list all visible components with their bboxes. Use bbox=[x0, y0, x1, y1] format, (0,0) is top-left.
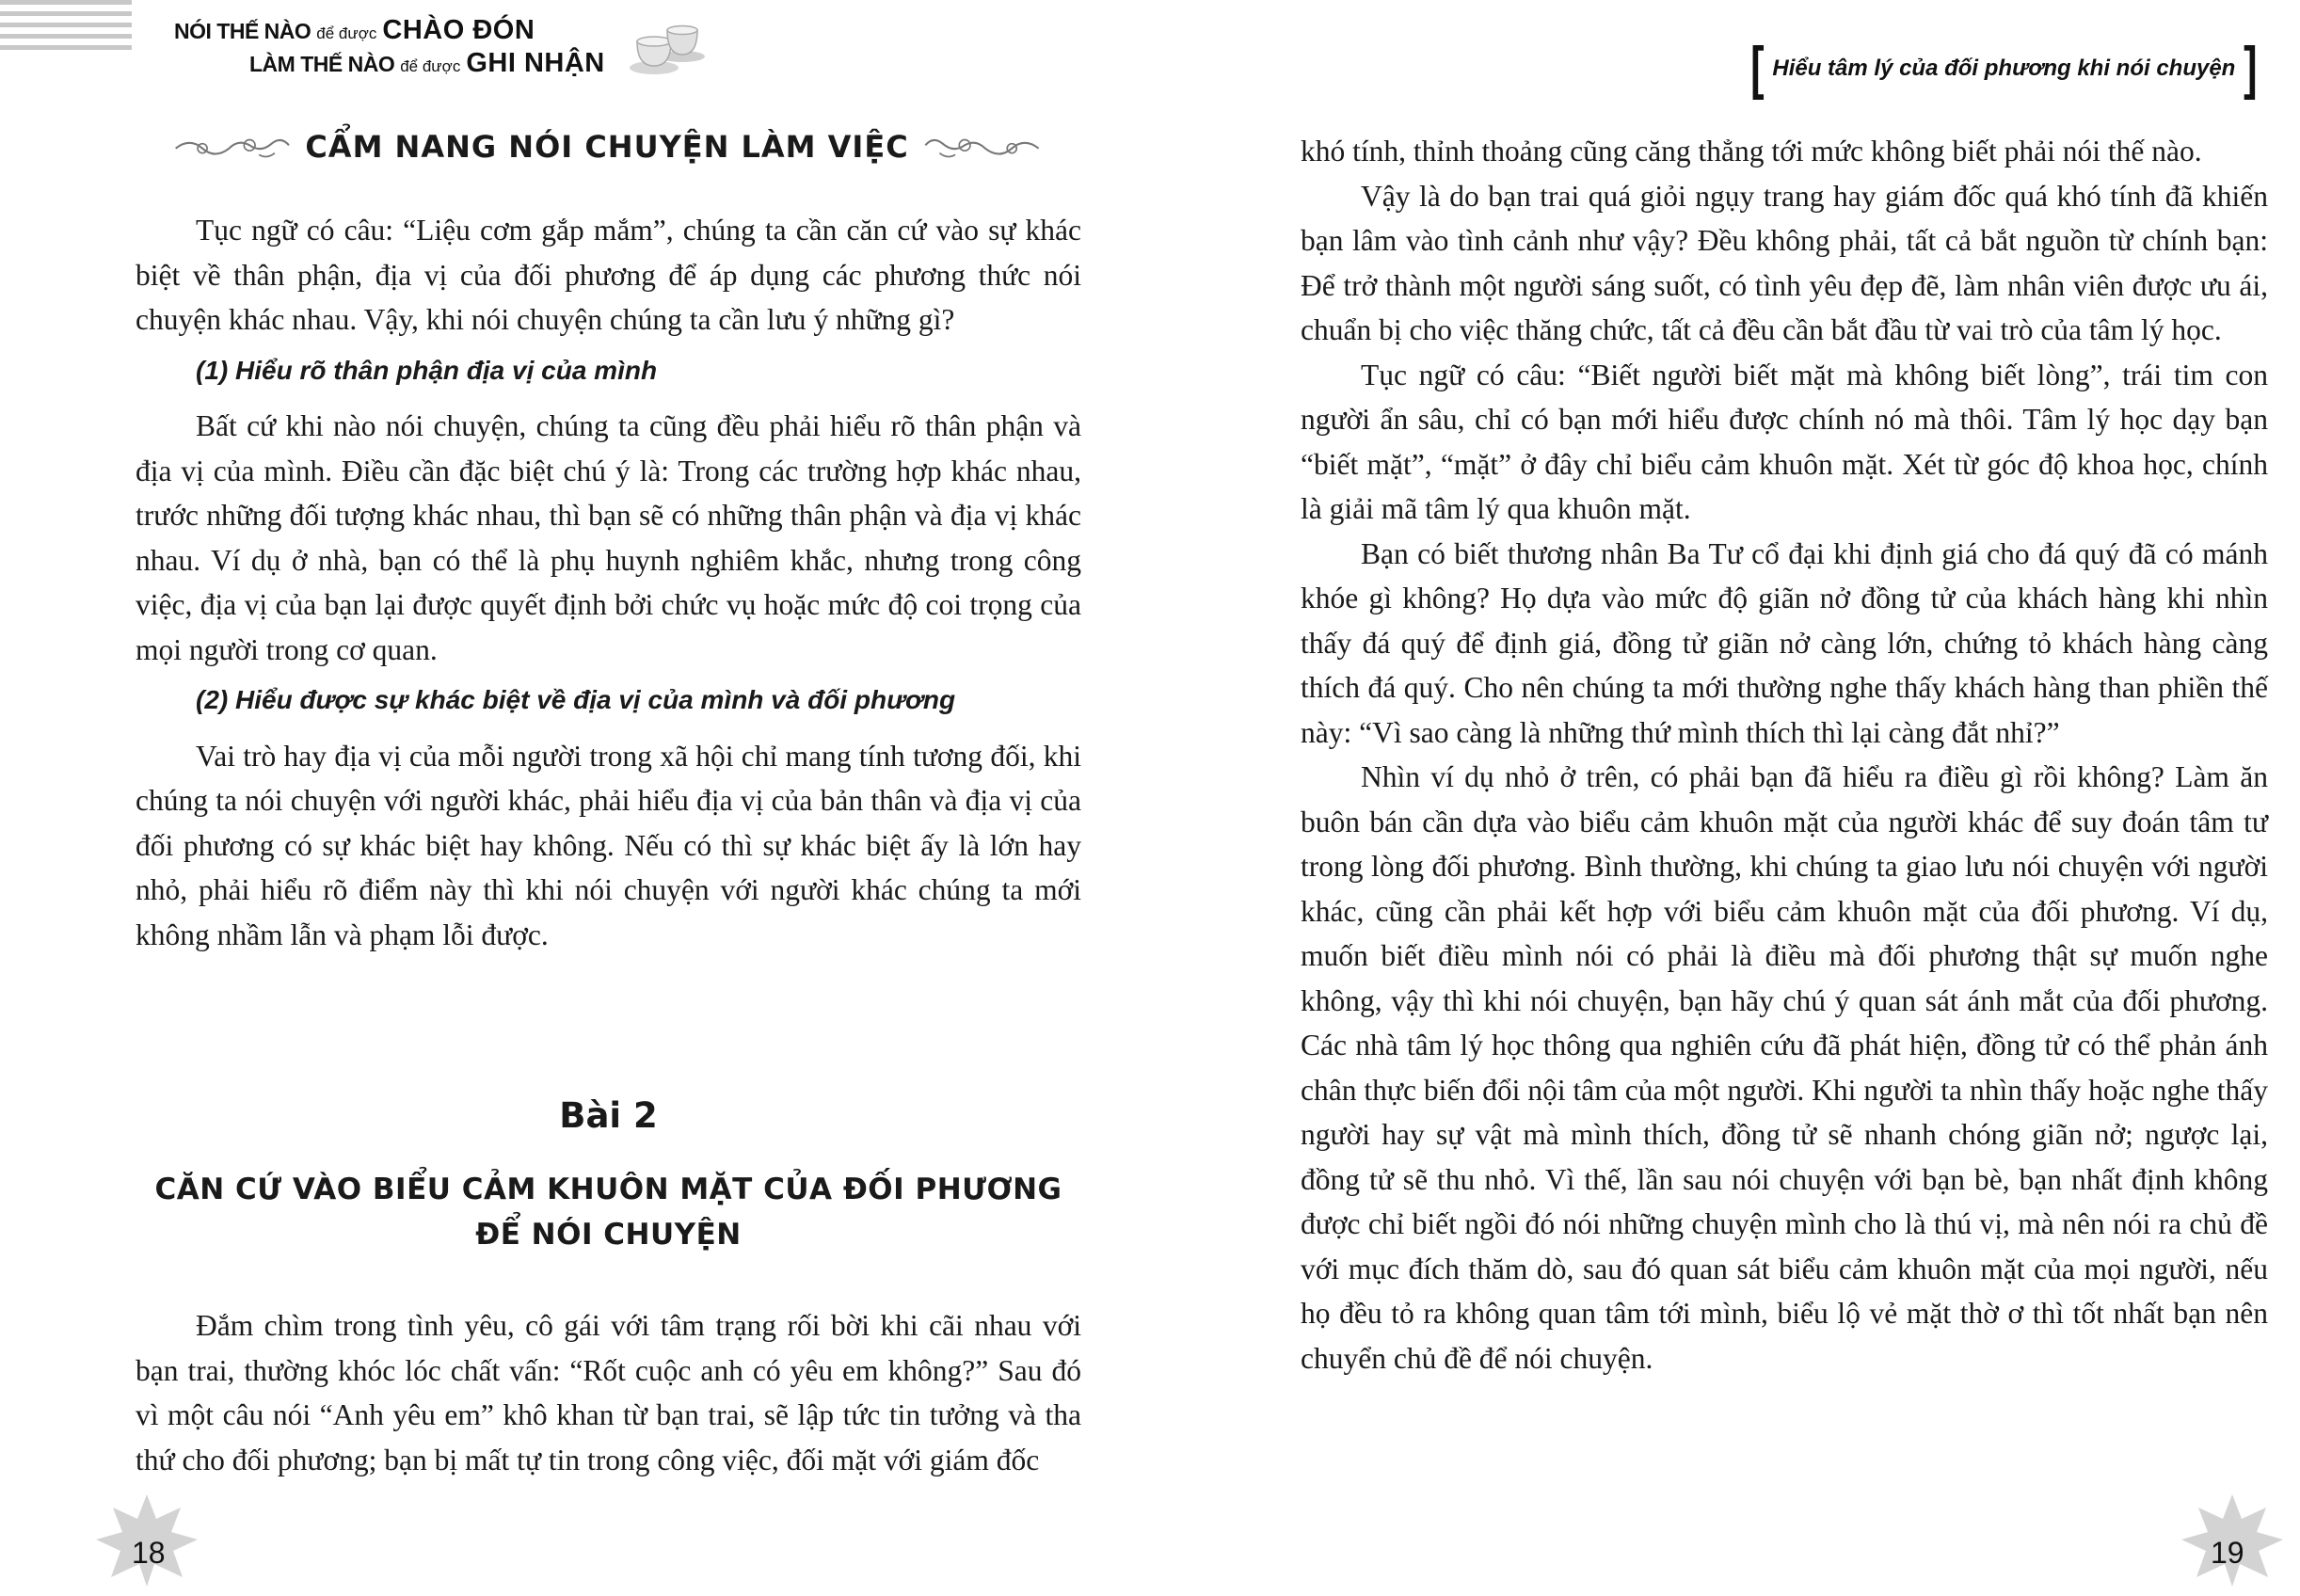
book-title-header bbox=[174, 15, 605, 79]
intro-paragraph: Tục ngữ có câu: “Liệu cơm gắp mắm”, chúng ta cần căn cứ vào sự khác biệt về thân phận, địa vị của đối phương để áp dụng các phương thức nói chuyện khác nhau. Vậy, khi nói chuyện chúng ta cần lưu ý những gì? bbox=[136, 214, 1081, 336]
continued-paragraph: khó tính, thỉnh thoảng cũng căng thẳng tới mức không biết phải nói thế nào. bbox=[1301, 135, 2202, 168]
right-page bbox=[1150, 0, 2300, 1596]
header-line1-big: CHÀO ĐÓN bbox=[382, 15, 535, 45]
header-line1-prefix: NÓI THẾ NÀO bbox=[174, 19, 311, 43]
right-flourish-icon bbox=[922, 128, 1040, 166]
right-paragraph-2: Tục ngữ có câu: “Biết người biết mặt mà không biết lòng”, trái tim con người ẩn sâu, chỉ có bạn mới hiểu được chính nó mà thôi. Tâm lý học dạy bạn “biết mặt”, “mặt” ở đây chỉ biểu cảm khuôn mặt. Xét từ góc độ khoa học, chính là giải mã tâm lý qua khuôn mặt. bbox=[1301, 358, 2268, 525]
page-number-right: 19 bbox=[2211, 1536, 2244, 1570]
tea-cups-icon bbox=[626, 13, 711, 79]
header-line1-small: để được bbox=[316, 24, 377, 42]
open-bracket: [ bbox=[1749, 36, 1765, 101]
left-text-block-1 bbox=[136, 208, 1081, 957]
close-bracket: ] bbox=[2244, 36, 2258, 101]
lesson-title bbox=[136, 1167, 1081, 1257]
paragraph-1: Bất cứ khi nào nói chuyện, chúng ta cũng đều phải hiểu rõ thân phận và địa vị của mình. Điều cần đặc biệt chú ý là: Trong các trường hợp khác nhau, trước những đối tượng khác nhau, thì bạn sẽ có những thân phận và địa vị khác nhau. Ví dụ ở nhà, bạn có thể là phụ huynh nghiêm khắc, nhưng trong công việc, địa vị của bạn lại được quyết định bởi chức vụ hoặc mức độ coi trọng của mọi người trong cơ quan. bbox=[136, 409, 1081, 666]
left-text-block-2 bbox=[136, 1303, 1081, 1482]
section-title bbox=[174, 128, 1040, 166]
header-line2-prefix: LÀM THẾ NÀO bbox=[249, 52, 395, 76]
header-line2-big: GHI NHẬN bbox=[466, 48, 605, 78]
right-text-block bbox=[1301, 129, 2268, 1381]
paragraph-2: Vai trò hay địa vị của mỗi người trong xã hội chỉ mang tính tương đối, khi chúng ta nói chuyện với người khác, phải hiểu địa vị của bản thân và địa vị của đối phương có sự khác biệt hay không. Nếu có thì sự khác biệt ấy là lớn hay nhỏ, phải hiểu rõ điểm này thì khi nói chuyện với người khác chúng ta mới không nhầm lẫn và phạm lỗi được. bbox=[136, 739, 1081, 951]
subheading-1: (1) Hiểu rõ thân phận địa vị của mình bbox=[196, 355, 658, 385]
lesson-title-line2: ĐỂ NÓI CHUYỆN bbox=[475, 1218, 742, 1252]
page-number-left: 18 bbox=[132, 1536, 166, 1570]
right-paragraph-4: Nhìn ví dụ nhỏ ở trên, có phải bạn đã hiểu ra điều gì rồi không? Làm ăn buôn bán cần dựa vào biểu cảm khuôn mặt của người khác để suy đoán tâm tư trong lòng đối phương. Bình thường, khi chúng ta giao lưu nói chuyện với người khác, cũng cần phải kết hợp với biểu cảm khuôn mặt của đối phương. Ví dụ, muốn biết điều mình nói có phải là điều mà đối phương thật sự muốn nghe không, vậy thì khi nói chuyện, bạn hãy chú ý quan sát ánh mắt của đối phương. Các nhà tâm lý học thông qua nghiên cứu đã phát hiện, đồng tử có thể phản ánh chân thực biến đổi nội tâm của một người. Khi người ta nhìn thấy hoặc nghe thấy người hay sự vật mà mình thích, đồng tử sẽ nhanh chóng giãn nở; ngược lại, đồng tử sẽ thu nhỏ. Vì thế, lần sau nói chuyện với bạn bè, bạn nhất định không được chỉ biết ngồi đó nói những chuyện mình cho là thú vị, mà nên nói ra chủ đề với mục đích thăm dò, sau đó quan sát biểu cảm khuôn mặt của mọi người, nếu họ đều tỏ ra không quan tâm tới mình, biểu lộ vẻ mặt thờ ơ thì tốt nhất bạn nên chuyển chủ đề để nói chuyện. bbox=[1301, 760, 2268, 1375]
subheading-2: (2) Hiểu được sự khác biệt về địa vị của mình và đối phương bbox=[196, 685, 956, 714]
right-paragraph-3: Bạn có biết thương nhân Ba Tư cổ đại khi định giá cho đá quý đã có mánh khóe gì không? Họ dựa vào mức độ giãn nở đồng tử của khách hàng khi nhìn thấy đá quý để định giá, đồng tử giãn nở càng lớn, chứng tỏ khách hàng càng thích đá quý. Cho nên chúng ta mới thường nghe thấy khách hàng than phiền thế này: “Vì sao càng là những thứ mình thích thì lại càng đắt nhỉ?” bbox=[1301, 536, 2268, 749]
paragraph-3: Đắm chìm trong tình yêu, cô gái với tâm trạng rối bời khi cãi nhau với bạn trai, thường khóc lóc chất vấn: “Rốt cuộc anh có yêu em không?” Sau đó vì một câu nói “Anh yêu em” khô khan từ bạn trai, sẽ lập tức tin tưởng và tha thứ cho đối phương; bạn bị mất tự tin trong công việc, đối mặt với giám đốc bbox=[136, 1309, 1081, 1476]
chapter-header-text: Hiểu tâm lý của đối phương khi nói chuyện bbox=[1772, 56, 2236, 81]
lesson-title-line1: CĂN CỨ VÀO BIỂU CẢM KHUÔN MẶT CỦA ĐỐI PHƯƠNG bbox=[154, 1173, 1062, 1206]
right-paragraph-1: Vậy là do bạn trai quá giỏi ngụy trang hay giám đốc quá khó tính đã khiến bạn lâm vào tình cảnh như vậy? Đều không phải, tất cả bắt nguồn từ chính bạn: Để trở thành một người sáng suốt, có tình yêu đẹp đẽ, làm nhân viên được ưu ái, chuẩn bị cho việc thăng chức, tất cả đều cần bắt đầu từ vai trò của tâm lý học. bbox=[1301, 179, 2268, 346]
header-stripes bbox=[0, 0, 132, 62]
left-flourish-icon bbox=[174, 128, 292, 166]
chapter-header bbox=[1742, 36, 2266, 101]
lesson-number: Bài 2 bbox=[559, 1095, 658, 1136]
section-title-text: CẨM NANG NÓI CHUYỆN LÀM VIỆC bbox=[305, 129, 909, 165]
header-line2-small: để được bbox=[400, 57, 461, 75]
